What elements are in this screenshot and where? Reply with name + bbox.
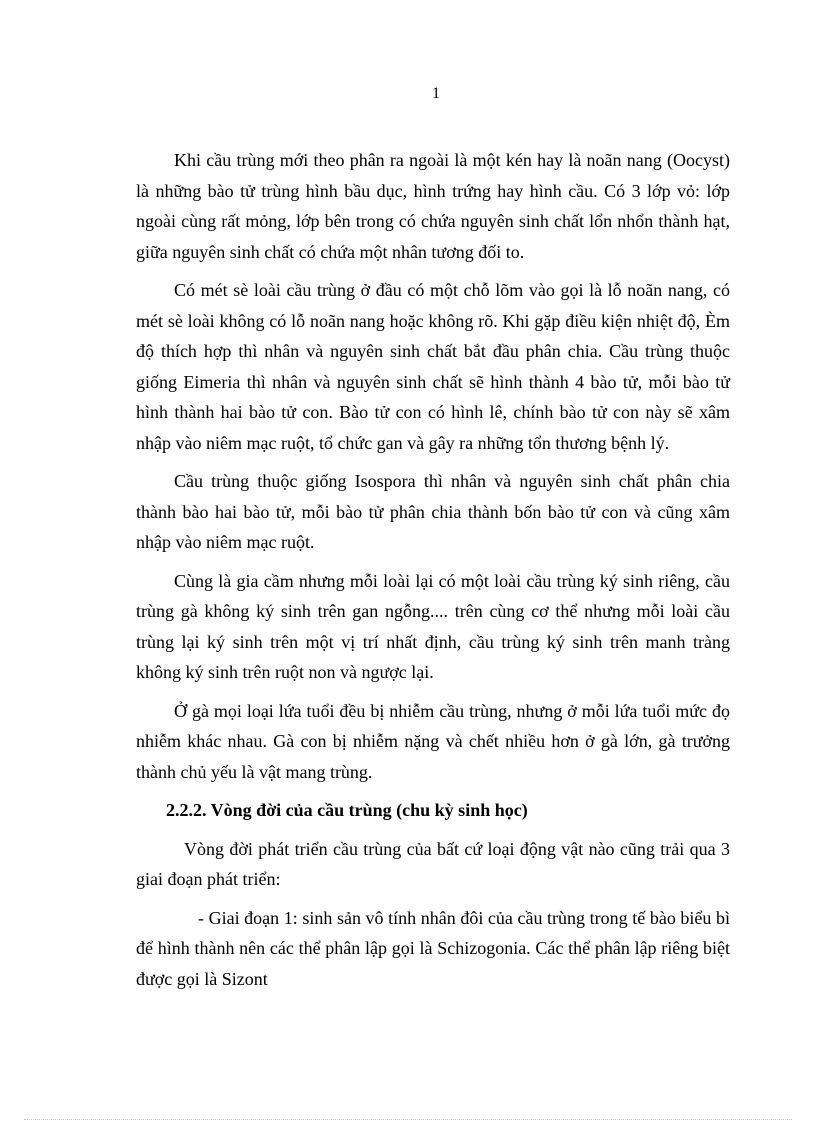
paragraph-stage-1: - Giai đoạn 1: sinh sản vô tính nhân đôi của cầu trùng trong tế bào biểu bì để hình thành nên các thể phân lập gọi là Schizogonia. Các thể phân lập riêng biệt được gọi là Sizont — [136, 907, 730, 989]
paragraph-eimeria-division: Có mét sè loài cầu trùng ở đầu có một chỗ lõm vào gọi là lỗ noãn nang, có mét sè loài không có lỗ noãn nang hoặc không rõ. Khi gặp điều kiện nhiệt độ, Èm độ thích hợp thì nhân và nguyên sinh chất bắt đầu phân chia. Cầu trùng thuộc giống Eimeria thì nhân và nguyên sinh chất sẽ hình thành 4 bào tử, mỗi bào tử hình thành hai bào tử con. Bào tử con có hình lê, chính bào tử con này sẽ xâm nhập vào niêm mạc ruột, tổ chức gan và gây ra những tổn thương bệnh lý. — [136, 280, 730, 453]
paragraph-host-specificity: Cùng là gia cầm nhưng mỗi loài lại có một loài cầu trùng ký sinh riêng, cầu trùng gà không ký sinh trên gan ngỗng.... trên cùng cơ thể nhưng mỗi loài cầu trùng lại ký sinh trên một vị trí nhất định, cầu trùng ký sinh trên manh tràng không ký sinh trên ruột non và ngược lại. — [136, 570, 730, 682]
document-body — [136, 145, 730, 1002]
paragraph-oocyst-description: Khi cầu trùng mới theo phân ra ngoài là một kén hay là noãn nang (Oocyst) là những bào tử trùng hình bầu dục, hình trứng hay hình cầu. Có 3 lớp vỏ: lớp ngoài cùng rất mỏng, lớp bên trong có chứa nguyên sinh chất lổn nhổn thành hạt, giữa nguyên sinh chất có chứa một nhân tương đối to. — [136, 150, 730, 262]
paragraph-isospora-division: Cầu trùng thuộc giống Isospora thì nhân và nguyên sinh chất phân chia thành bào hai bào tử, mỗi bào tử phân chia thành bốn bào tử con và cũng xâm nhập vào niêm mạc ruột. — [136, 471, 730, 552]
paragraph-age-infection: Ở gà mọi loại lứa tuổi đều bị nhiễm cầu trùng, nhưng ở mỗi lứa tuổi mức đọ nhiễm khác nhau. Gà con bị nhiễm nặng và chết nhiều hơn ở gà lớn, gà trưởng thành chủ yếu là vật mang trùng. — [136, 700, 730, 782]
footer-divider — [24, 1119, 792, 1120]
section-heading: 2.2.2. Vòng đời của cầu trùng (chu kỳ sinh học) — [166, 800, 528, 820]
paragraph-life-cycle-intro: Vòng đời phát triển cầu trùng của bất cứ loại động vật nào cũng trải qua 3 giai đoạn phát triển: — [136, 838, 730, 889]
page-number: 1 — [432, 85, 440, 102]
